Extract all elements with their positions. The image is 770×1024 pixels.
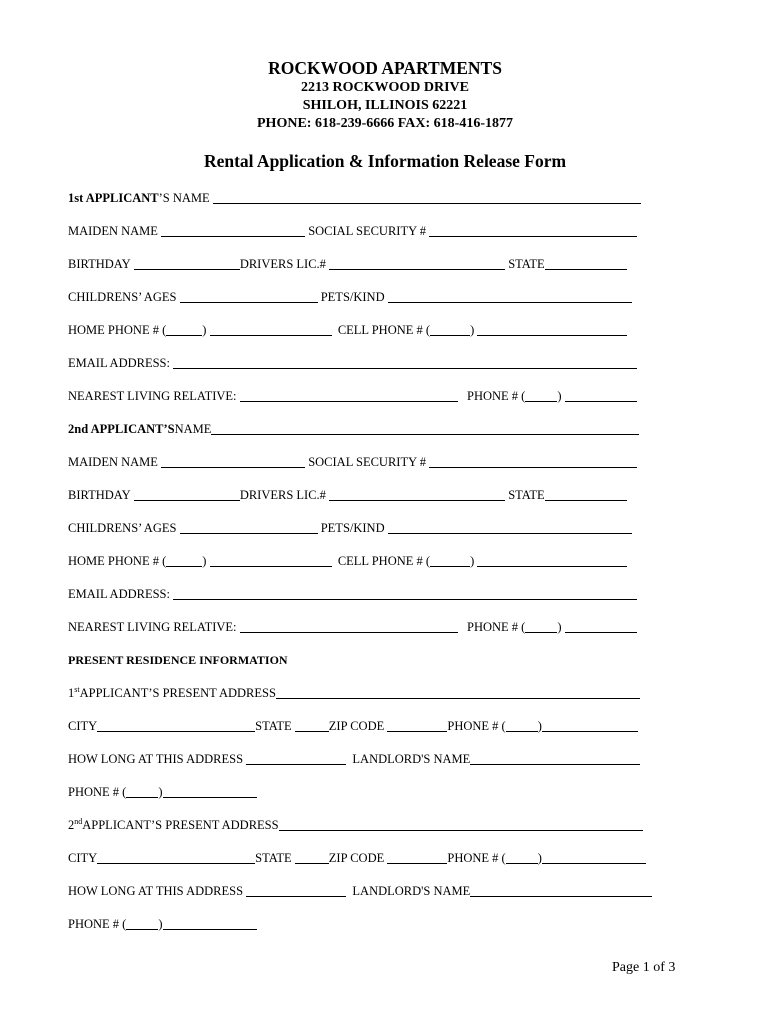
state-label: STATE [508,257,545,271]
phone-label: PHONE # ( [447,719,506,733]
a2-landlord-field[interactable] [470,883,652,897]
page-number: Page 1 of 3 [612,960,676,975]
applicant1-email-row [68,355,637,373]
state-label: STATE [255,851,292,865]
a2-ordinal: 2 [68,818,75,832]
applicant2-name-row [68,421,639,439]
a1-address-text: APPLICANT’S PRESENT ADDRESS [79,686,276,700]
a1-city-field[interactable] [97,718,255,732]
applicant1-birthday-row [68,256,627,274]
state-label: STATE [508,488,545,502]
applicant2-name-field[interactable] [211,421,639,435]
company-name: ROCKWOOD APARTMENTS [268,58,502,78]
applicant2-relative-row [68,619,637,637]
how-long-label: HOW LONG AT THIS ADDRESS [68,752,244,766]
applicant2-children-field[interactable] [180,520,318,534]
a2-address-field[interactable] [279,817,643,831]
residence-a1-landlord-phone-row [68,784,257,802]
a2-phone-field[interactable] [542,850,646,864]
residence-section-title: PRESENT RESIDENCE INFORMATION [68,653,288,667]
a2-ordinal-suffix: nd [74,817,83,826]
contact-line: PHONE: 618-239-6666 FAX: 618-416-1877 [257,116,513,131]
applicant1-email-field[interactable] [173,355,637,369]
applicant1-name-row [68,190,641,208]
applicant1-relative-row [68,388,637,406]
children-ages-label: CHILDRENS’ AGES [68,290,177,304]
applicant2-name-label-bold: 2nd APPLICANT’S [68,422,175,436]
cell-phone-label: CELL PHONE # ( [337,323,431,337]
applicant1-ssn-field[interactable] [429,223,637,237]
applicant2-birthday-field[interactable] [134,487,240,501]
how-long-label: HOW LONG AT THIS ADDRESS [68,884,244,898]
applicant2-maiden-row [68,454,637,472]
applicant1-relative-phone-field[interactable] [565,388,637,402]
applicant2-maiden-field[interactable] [161,454,305,468]
pets-label: PETS/KIND [320,290,385,304]
paren-close: ) [470,554,475,568]
residence-a2-howlong-row [68,883,652,901]
residence-a2-landlord-phone-row [68,916,257,934]
a1-address-label [68,685,276,701]
state-label: STATE [255,719,292,733]
applicant2-name-label: NAME [174,422,212,436]
ssn-label: SOCIAL SECURITY # [308,455,427,469]
paren-close: ) [557,389,562,403]
paren-close: ) [202,323,207,337]
phone-label: PHONE # ( [447,851,506,865]
relative-phone-label: PHONE # ( [467,620,526,634]
relative-phone-label: PHONE # ( [467,389,526,403]
a1-phone-field[interactable] [542,718,638,732]
a2-city-field[interactable] [97,850,255,864]
applicant1-name-field[interactable] [213,190,641,204]
a2-landlord-area-field[interactable] [126,916,158,930]
residence-a2-city-row [68,850,646,868]
a2-how-long-field[interactable] [246,883,346,897]
applicant1-drivers-field[interactable] [329,256,505,270]
zip-label: ZIP CODE [328,851,385,865]
applicant1-home-area-field[interactable] [166,322,202,336]
email-label: EMAIL ADDRESS: [68,587,170,601]
applicant2-relative-area-field[interactable] [525,619,557,633]
applicant2-relative-field[interactable] [240,619,458,633]
residence-a1-city-row [68,718,638,736]
residence-a1-howlong-row [68,751,640,769]
home-phone-label: HOME PHONE # ( [68,554,167,568]
city-label: CITY [68,719,98,733]
birthday-label: BIRTHDAY [68,488,131,502]
a1-landlord-phone-field[interactable] [163,784,257,798]
maiden-name-label: MAIDEN NAME [68,455,158,469]
applicant2-drivers-field[interactable] [329,487,505,501]
pets-label: PETS/KIND [320,521,385,535]
address-line-1: 2213 ROCKWOOD DRIVE [300,80,469,95]
applicant1-relative-field[interactable] [240,388,458,402]
paren-close: ) [557,620,562,634]
a1-ordinal-suffix: st [74,685,80,694]
drivers-lic-label: DRIVERS LIC.# [239,257,326,271]
a2-address-text: APPLICANT’S PRESENT ADDRESS [82,818,279,832]
applicant1-phone-row [68,322,627,340]
applicant1-relative-area-field[interactable] [525,388,557,402]
applicant2-cell-area-field[interactable] [430,553,470,567]
applicant2-state-field[interactable] [545,487,627,501]
address-line-2: SHILOH, ILLINOIS 62221 [302,98,468,113]
a1-phone-area-field[interactable] [506,718,538,732]
a1-address-field[interactable] [276,685,640,699]
birthday-label: BIRTHDAY [68,257,131,271]
a1-landlord-field[interactable] [470,751,640,765]
applicant1-maiden-field[interactable] [161,223,305,237]
zip-label: ZIP CODE [328,719,385,733]
a2-zip-field[interactable] [387,850,447,864]
city-label: CITY [68,851,98,865]
applicant1-name-label-bold: 1st APPLICANT [68,191,159,205]
residence-a1-address-row [68,685,640,703]
applicant2-pets-field[interactable] [388,520,632,534]
phone-label: PHONE # ( [68,785,127,799]
a2-landlord-phone-field[interactable] [163,916,257,930]
applicant2-home-area-field[interactable] [166,553,202,567]
applicant1-cell-phone-field[interactable] [477,322,627,336]
relative-label: NEAREST LIVING RELATIVE: [68,620,237,634]
applicant1-cell-area-field[interactable] [430,322,470,336]
paren-close: ) [470,323,475,337]
ssn-label: SOCIAL SECURITY # [308,224,427,238]
phone-label: PHONE # ( [68,917,127,931]
paren-close: ) [537,719,542,733]
applicant2-children-row [68,520,632,538]
a1-ordinal: 1 [68,686,75,700]
landlord-label: LANDLORD'S NAME [352,884,471,898]
applicant1-name-label: ’S NAME [158,191,210,205]
a1-how-long-field[interactable] [246,751,346,765]
paren-close: ) [202,554,207,568]
paren-close: ) [537,851,542,865]
applicant1-pets-field[interactable] [388,289,632,303]
applicant1-state-field[interactable] [545,256,627,270]
applicant1-children-field[interactable] [180,289,318,303]
relative-label: NEAREST LIVING RELATIVE: [68,389,237,403]
applicant2-relative-phone-field[interactable] [565,619,637,633]
cell-phone-label: CELL PHONE # ( [337,554,431,568]
applicant1-children-row [68,289,632,307]
residence-a2-address-row [68,817,643,835]
applicant1-birthday-field[interactable] [134,256,240,270]
maiden-name-label: MAIDEN NAME [68,224,158,238]
applicant2-cell-phone-field[interactable] [477,553,627,567]
form-title: Rental Application & Information Release Form [203,151,567,171]
applicant2-email-field[interactable] [173,586,637,600]
a1-zip-field[interactable] [387,718,447,732]
children-ages-label: CHILDRENS’ AGES [68,521,177,535]
applicant2-home-phone-field[interactable] [210,553,332,567]
applicant2-phone-row [68,553,627,571]
applicant2-birthday-row [68,487,627,505]
landlord-label: LANDLORD'S NAME [352,752,471,766]
email-label: EMAIL ADDRESS: [68,356,170,370]
a2-state-field[interactable] [295,850,329,864]
paren-close: ) [158,785,163,799]
drivers-lic-label: DRIVERS LIC.# [239,488,326,502]
applicant1-maiden-row [68,223,637,241]
home-phone-label: HOME PHONE # ( [68,323,167,337]
a2-address-label [68,817,279,833]
a1-state-field[interactable] [295,718,329,732]
a2-phone-area-field[interactable] [506,850,538,864]
a1-landlord-area-field[interactable] [126,784,158,798]
paren-close: ) [158,917,163,931]
applicant2-email-row [68,586,637,604]
applicant1-home-phone-field[interactable] [210,322,332,336]
applicant2-ssn-field[interactable] [429,454,637,468]
